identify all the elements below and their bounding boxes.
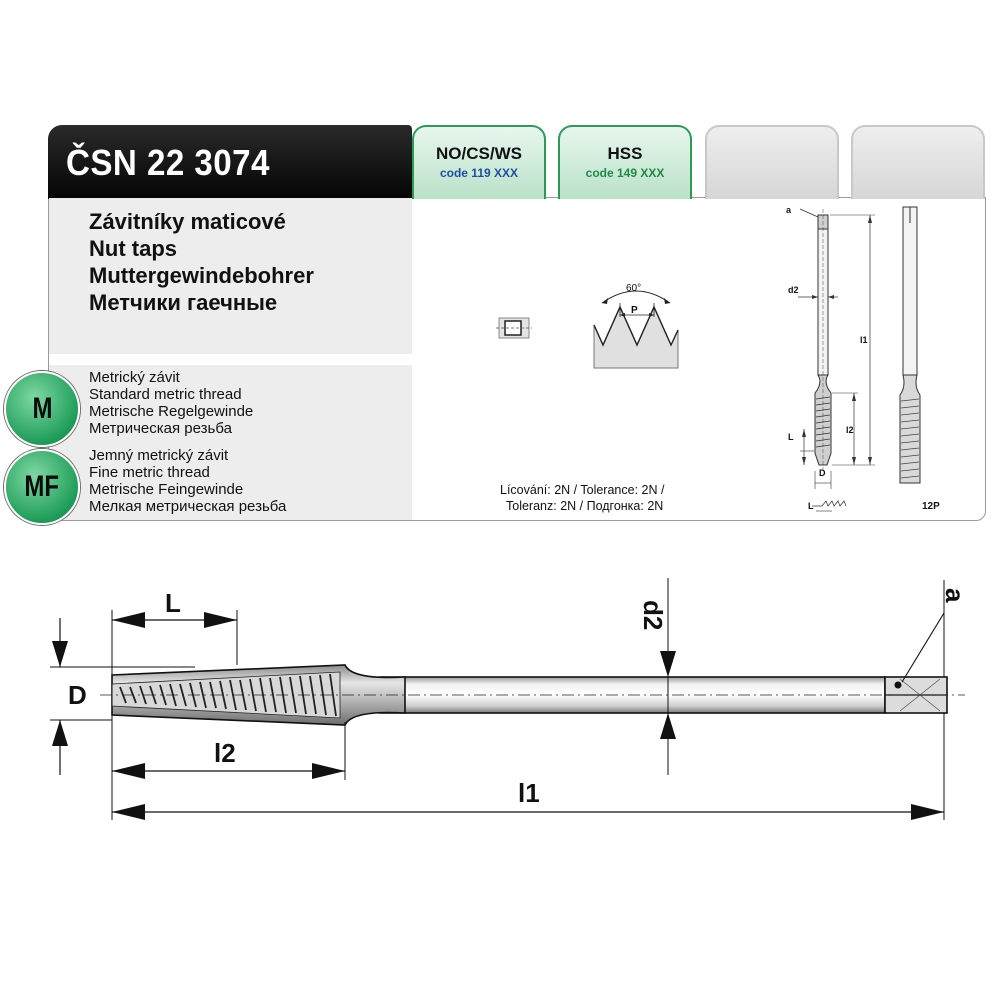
thread-mf-line: Fine metric thread: [89, 464, 210, 481]
variant-label: 12P: [922, 501, 940, 512]
small-tap-drawing: [770, 203, 940, 523]
product-card: [48, 125, 986, 521]
thread-m-line: Metrische Regelgewinde: [89, 403, 254, 420]
thread-pitch-label: P: [631, 305, 638, 316]
label-a: a: [940, 588, 970, 603]
label-D: D: [68, 680, 87, 710]
thread-mf-line: Jemný metrický závit: [89, 447, 229, 464]
material-tab-hss[interactable]: [558, 125, 692, 199]
material-code: code 149 XXX: [585, 166, 665, 180]
product-name-en: Nut taps: [89, 236, 177, 261]
thread-m-line: Метрическая резьба: [89, 420, 232, 437]
thread-angle-label: 60°: [626, 283, 642, 294]
empty-tab[interactable]: [705, 125, 839, 199]
label-L: L: [165, 588, 181, 618]
badge-label: MF: [24, 470, 60, 503]
thread-mf-line: Metrische Feingewinde: [89, 481, 244, 498]
material-tab-no-cs-ws[interactable]: [412, 125, 546, 199]
material-name: HSS: [607, 144, 643, 163]
product-name-panel: [49, 198, 412, 354]
thread-m-line: Metrický závit: [89, 369, 180, 386]
label-l2: l2: [214, 738, 236, 768]
square-drive-icon: [494, 315, 534, 341]
material-name: NO/CS/WS: [436, 144, 522, 163]
label-l1: l1: [518, 778, 540, 808]
thread-mf-line: Мелкая метрическая резьба: [89, 498, 287, 515]
empty-tab[interactable]: [851, 125, 985, 199]
material-code: code 119 XXX: [439, 166, 519, 180]
thread-badge-mf: [4, 449, 80, 525]
product-name-de: Muttergewindebohrer: [89, 263, 314, 288]
product-name-ru: Метчики гаечные: [89, 290, 278, 315]
product-name-cz: Závitníky maticové: [89, 209, 286, 234]
standard-title: ČSN 22 3074: [66, 142, 270, 183]
small-label-L: L: [788, 432, 794, 442]
small-label-D: D: [819, 468, 826, 478]
thread-panel: [49, 365, 412, 520]
thread-badge-m: [4, 371, 80, 447]
small-label-a: a: [786, 205, 792, 215]
badge-label: M: [32, 392, 52, 425]
main-tap-drawing: [0, 560, 1000, 840]
small-label-d2: d2: [788, 285, 799, 295]
thread-m-line: Standard metric thread: [89, 386, 242, 403]
label-d2: d2: [638, 600, 668, 631]
small-label-l1: l1: [860, 335, 868, 345]
small-label-L-detail: L: [808, 501, 814, 511]
standard-tab: [48, 125, 412, 199]
tolerance-line: Lícování: 2N / Tolerance: 2N /: [500, 483, 665, 497]
small-label-l2: l2: [846, 425, 854, 435]
tolerance-line: Toleranz: 2N / Подгонка: 2N: [506, 499, 664, 513]
